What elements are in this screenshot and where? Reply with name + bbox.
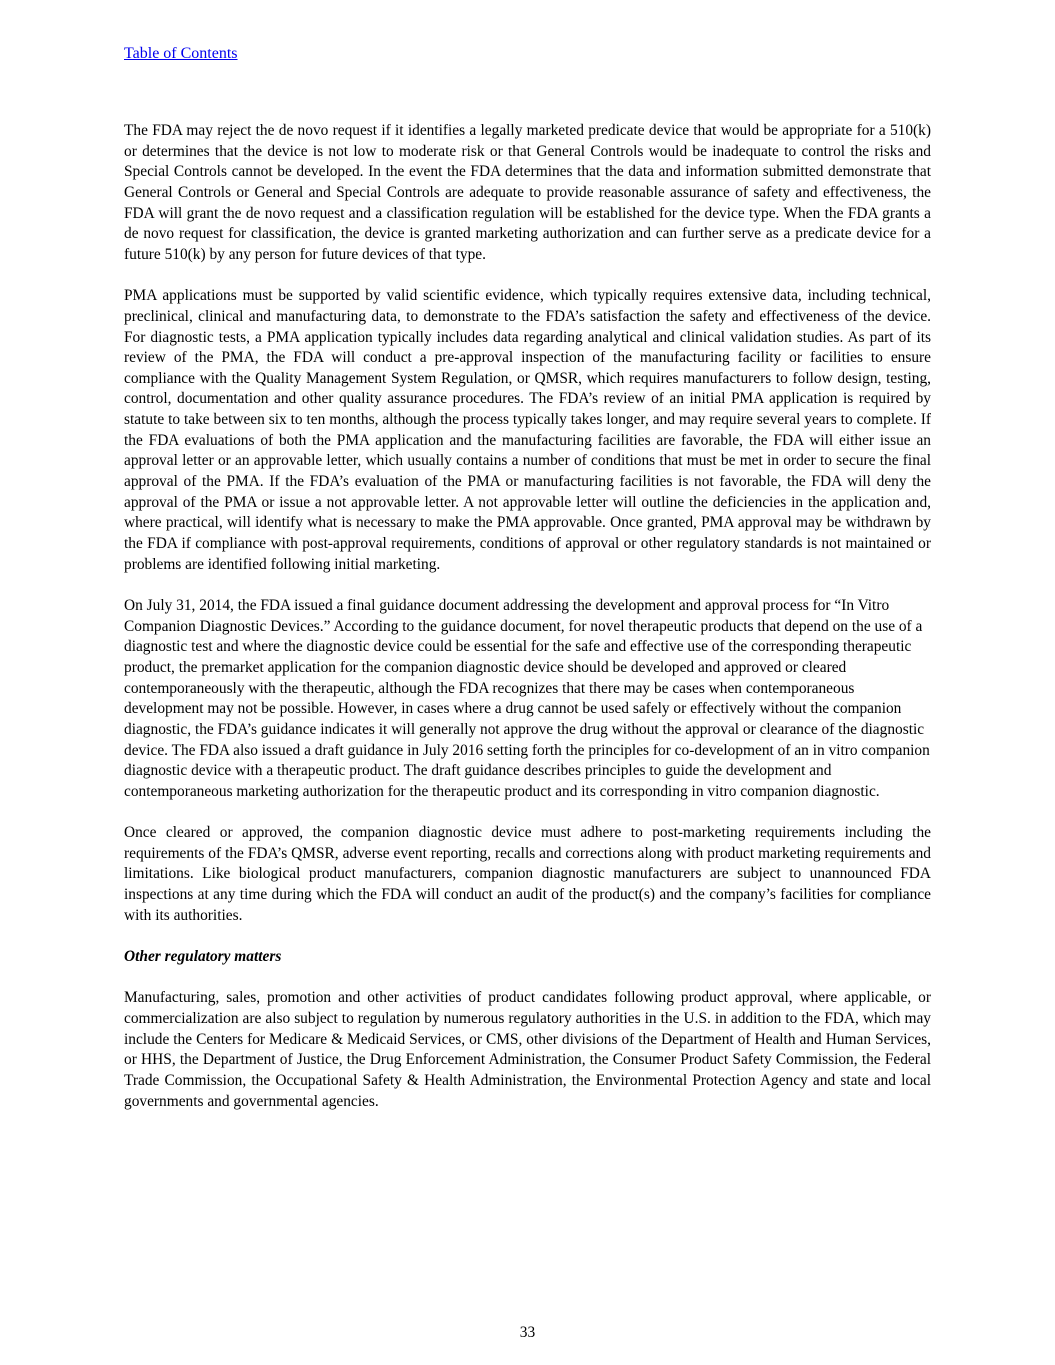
paragraph-pma-applications: PMA applications must be supported by valid scientific evidence, which typically requires extensive data, including technical, preclinical, clinical and manufacturing data, to demonstrate to the FDA’s satisfaction the safety and effectiveness of the device. For diagnostic tests, a PMA application typically includes data regarding analytical and clinical validation studies. As part of its review of the PMA, the FDA will conduct a pre-approval inspection of the manufacturing facility or facilities to ensure compliance with the Quality Management System Regulation, or QMSR, which requires manufacturers to follow design, testing, control, documentation and other quality assurance procedures. The FDA’s review of an initial PMA application is required by statute to take between six to ten months, although the process typically takes longer, and may require several years to complete. If the FDA evaluations of both the PMA application and the manufacturing facilities are favorable, the FDA will either issue an approval letter or an approvable letter, which usually contains a number of conditions that must be met in order to secure the final approval of the PMA. If the FDA’s evaluation of the PMA or manufacturing facilities is not favorable, the FDA will deny the approval of the PMA or issue a not approvable letter. A not approvable letter will outline the deficiencies in the application and, where practical, will identify what is necessary to make the PMA approvable. Once granted, PMA approval may be withdrawn by the FDA if compliance with post-approval requirements, conditions of approval or other regulatory standards is not maintained or problems are identified following initial marketing. <box>124 287 931 573</box>
paragraph-post-marketing-requirements: Once cleared or approved, the companion diagnostic device must adhere to post-marketing requirements including the requirements of the FDA’s QMSR, adverse event reporting, recalls and corrections along with product marketing requirements and limitations. Like biological product manufacturers, companion diagnostic manufacturers are subject to unannounced FDA inspections at any time during which the FDA will conduct an audit of the product(s) and the company’s facilities for compliance with its authorities. <box>124 824 931 924</box>
page-number: 33 <box>519 1324 536 1341</box>
document-body <box>124 121 931 1133</box>
paragraph-other-regulatory-authorities: Manufacturing, sales, promotion and other activities of product candidates following product approval, where applicable, or commercialization are also subject to regulation by numerous regulatory authorities in the U.S. in addition to the FDA, which may include the Centers for Medicare & Medicaid Services, or CMS, other divisions of the Department of Health and Human Services, or HHS, the Department of Justice, the Drug Enforcement Administration, the Consumer Product Safety Commission, the Federal Trade Commission, the Occupational Safety & Health Administration, the Environmental Protection Agency and state and local governments and governmental agencies. <box>124 989 931 1110</box>
paragraph-de-novo: The FDA may reject the de novo request if it identifies a legally marketed predicate device that would be appropriate for a 510(k) or determines that the device is not low to moderate risk or that General Controls would be inadequate to control the risks and Special Controls cannot be developed. In the event the FDA determines that the data and information submitted demonstrate that General Controls or General and Special Controls are adequate to provide reasonable assurance of safety and effectiveness, the FDA will grant the de novo request and a classification regulation will be established for the device type. When the FDA grants a de novo request for classification, the device is granted marketing authorization and can further serve as a predicate device for a future 510(k) by any person for future devices of that type. <box>124 122 931 263</box>
table-of-contents-link[interactable]: Table of Contents <box>124 45 238 62</box>
section-heading-other-regulatory-matters: Other regulatory matters <box>124 948 282 965</box>
paragraph-companion-diagnostic-guidance: On July 31, 2014, the FDA issued a final guidance document addressing the development and approval process for “In Vitro Companion Diagnostic Devices.” According to the guidance document, for novel therapeutic products that depend on the use of a diagnostic test and where the diagnostic device could be essential for the safe and effective use of the corresponding therapeutic product, the premarket application for the companion diagnostic device should be developed and approved or cleared contemporaneously with the therapeutic, although the FDA recognizes that there may be cases when contemporaneous development may not be possible. However, in cases where a drug cannot be used safely or effectively without the companion diagnostic, the FDA’s guidance indicates it will generally not approve the drug without the approval or clearance of the diagnostic device. The FDA also issued a draft guidance in July 2016 setting forth the principles for co-development of an in vitro companion diagnostic device with a therapeutic product. The draft guidance describes principles to guide the development and contemporaneous marketing authorization for the therapeutic product and its corresponding in vitro companion diagnostic. <box>124 596 930 800</box>
